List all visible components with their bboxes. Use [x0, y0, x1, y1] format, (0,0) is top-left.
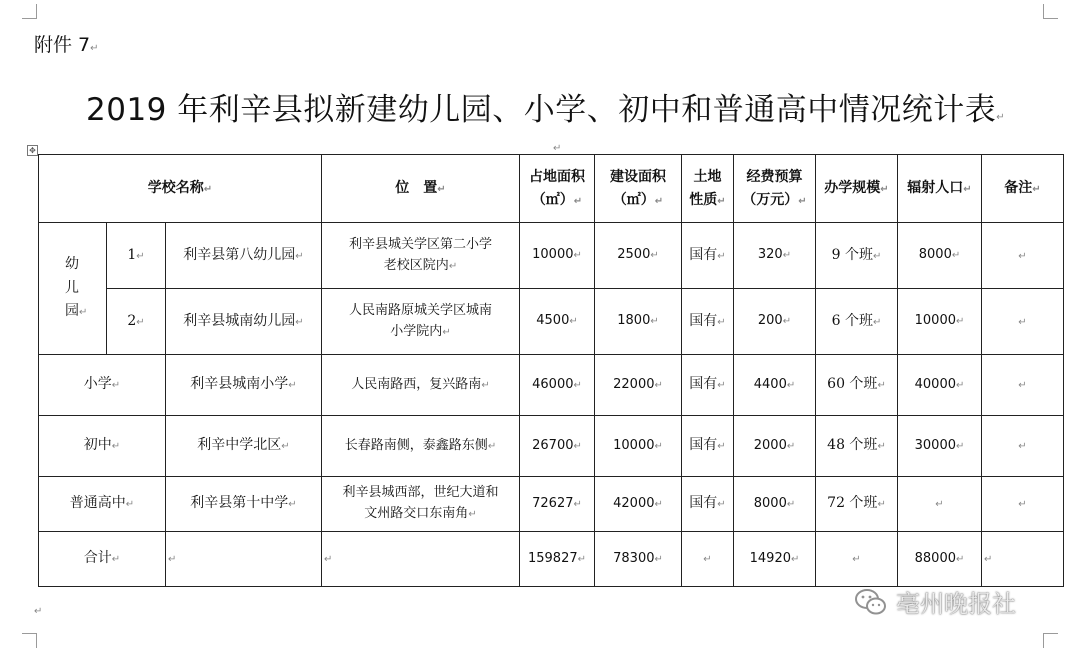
category-cell: 小学↵	[39, 355, 166, 416]
school-name-cell: 利辛县第十中学↵	[166, 477, 322, 532]
scale-cell: 72 个班↵	[816, 477, 898, 532]
land-nature-cell: 国有↵	[682, 289, 734, 355]
total-empty-cell: ↵	[982, 532, 1064, 587]
total-label: 合计↵	[39, 532, 166, 587]
school-name-cell: 利辛县城南幼儿园↵	[166, 289, 322, 355]
radiation-cell: ↵	[898, 477, 982, 532]
page-corner-mark	[1043, 4, 1058, 19]
land-nature-cell: 国有↵	[682, 223, 734, 289]
table-move-handle-icon[interactable]: ✥	[27, 145, 38, 156]
table-row	[39, 289, 1064, 355]
budget-cell: 8000↵	[734, 477, 816, 532]
budget-cell: 200↵	[734, 289, 816, 355]
category-cell: 普通高中↵	[39, 477, 166, 532]
build-area-cell: 1800↵	[595, 289, 682, 355]
location-cell: 利辛县城西部，世纪大道和 文州路交口东南角↵	[322, 477, 520, 532]
page-corner-mark	[1043, 633, 1058, 648]
remarks-cell: ↵	[982, 416, 1064, 477]
row-number: 2↵	[107, 289, 166, 355]
header-scale: 办学规模↵	[816, 155, 898, 223]
build-area-cell: 42000↵	[595, 477, 682, 532]
document-title: 2019 年利辛县拟新建幼儿园、小学、初中和普通高中情况统计表↵	[86, 92, 1006, 128]
page-corner-mark	[22, 633, 37, 648]
scale-cell: 9 个班↵	[816, 223, 898, 289]
table-row	[39, 416, 1064, 477]
land-nature-cell: 国有↵	[682, 477, 734, 532]
land-nature-cell: 国有↵	[682, 416, 734, 477]
header-row	[39, 155, 1064, 223]
radiation-cell: 40000↵	[898, 355, 982, 416]
location-cell: 长春路南侧，泰鑫路东侧↵	[322, 416, 520, 477]
header-budget: 经费预算 （万元）↵	[734, 155, 816, 223]
total-empty-cell: ↵	[816, 532, 898, 587]
header-location: 位 置↵	[322, 155, 520, 223]
header-land-nature: 土地 性质↵	[682, 155, 734, 223]
location-cell: 人民南路西，复兴路南↵	[322, 355, 520, 416]
table-row	[39, 477, 1064, 532]
total-budget: 14920↵	[734, 532, 816, 587]
scale-cell: 48 个班↵	[816, 416, 898, 477]
build-area-cell: 22000↵	[595, 355, 682, 416]
total-row	[39, 532, 1064, 587]
land-area-cell: 4500↵	[520, 289, 595, 355]
remarks-cell: ↵	[982, 477, 1064, 532]
budget-cell: 4400↵	[734, 355, 816, 416]
remarks-cell: ↵	[982, 355, 1064, 416]
header-remarks: 备注↵	[982, 155, 1064, 223]
budget-cell: 320↵	[734, 223, 816, 289]
build-area-cell: 2500↵	[595, 223, 682, 289]
paragraph-mark: ↵	[553, 143, 562, 154]
header-school-name: 学校名称↵	[39, 155, 322, 223]
budget-cell: 2000↵	[734, 416, 816, 477]
kindergarten-group-label: 幼 儿 园↵	[39, 223, 107, 355]
header-land-area: 占地面积 （㎡）↵	[520, 155, 595, 223]
watermark-text: 亳州晚报社	[896, 590, 1016, 618]
header-radiation: 辐射人口↵	[898, 155, 982, 223]
total-empty-cell: ↵	[682, 532, 734, 587]
total-land-area: 159827↵	[520, 532, 595, 587]
watermark	[854, 584, 1016, 619]
total-empty-cell: ↵	[166, 532, 322, 587]
build-area-cell: 10000↵	[595, 416, 682, 477]
table-row	[39, 223, 1064, 289]
page-corner-mark	[22, 4, 37, 19]
paragraph-mark: ↵	[34, 606, 43, 617]
land-area-cell: 26700↵	[520, 416, 595, 477]
school-name-cell: 利辛中学北区↵	[166, 416, 322, 477]
total-build-area: 78300↵	[595, 532, 682, 587]
school-name-cell: 利辛县第八幼儿园↵	[166, 223, 322, 289]
radiation-cell: 8000↵	[898, 223, 982, 289]
radiation-cell: 10000↵	[898, 289, 982, 355]
category-cell: 初中↵	[39, 416, 166, 477]
radiation-cell: 30000↵	[898, 416, 982, 477]
location-cell: 利辛县城关学区第二小学 老校区院内↵	[322, 223, 520, 289]
land-area-cell: 46000↵	[520, 355, 595, 416]
remarks-cell: ↵	[982, 289, 1064, 355]
row-number: 1↵	[107, 223, 166, 289]
total-radiation: 88000↵	[898, 532, 982, 587]
header-build-area: 建设面积 （㎡）↵	[595, 155, 682, 223]
table-row	[39, 355, 1064, 416]
land-area-cell: 72627↵	[520, 477, 595, 532]
remarks-cell: ↵	[982, 223, 1064, 289]
total-empty-cell: ↵	[322, 532, 520, 587]
scale-cell: 60 个班↵	[816, 355, 898, 416]
land-area-cell: 10000↵	[520, 223, 595, 289]
attachment-label: 附件 7↵	[34, 34, 99, 56]
statistics-table	[38, 154, 1064, 587]
wechat-icon	[854, 588, 888, 616]
school-name-cell: 利辛县城南小学↵	[166, 355, 322, 416]
land-nature-cell: 国有↵	[682, 355, 734, 416]
location-cell: 人民南路原城关学区城南 小学院内↵	[322, 289, 520, 355]
scale-cell: 6 个班↵	[816, 289, 898, 355]
